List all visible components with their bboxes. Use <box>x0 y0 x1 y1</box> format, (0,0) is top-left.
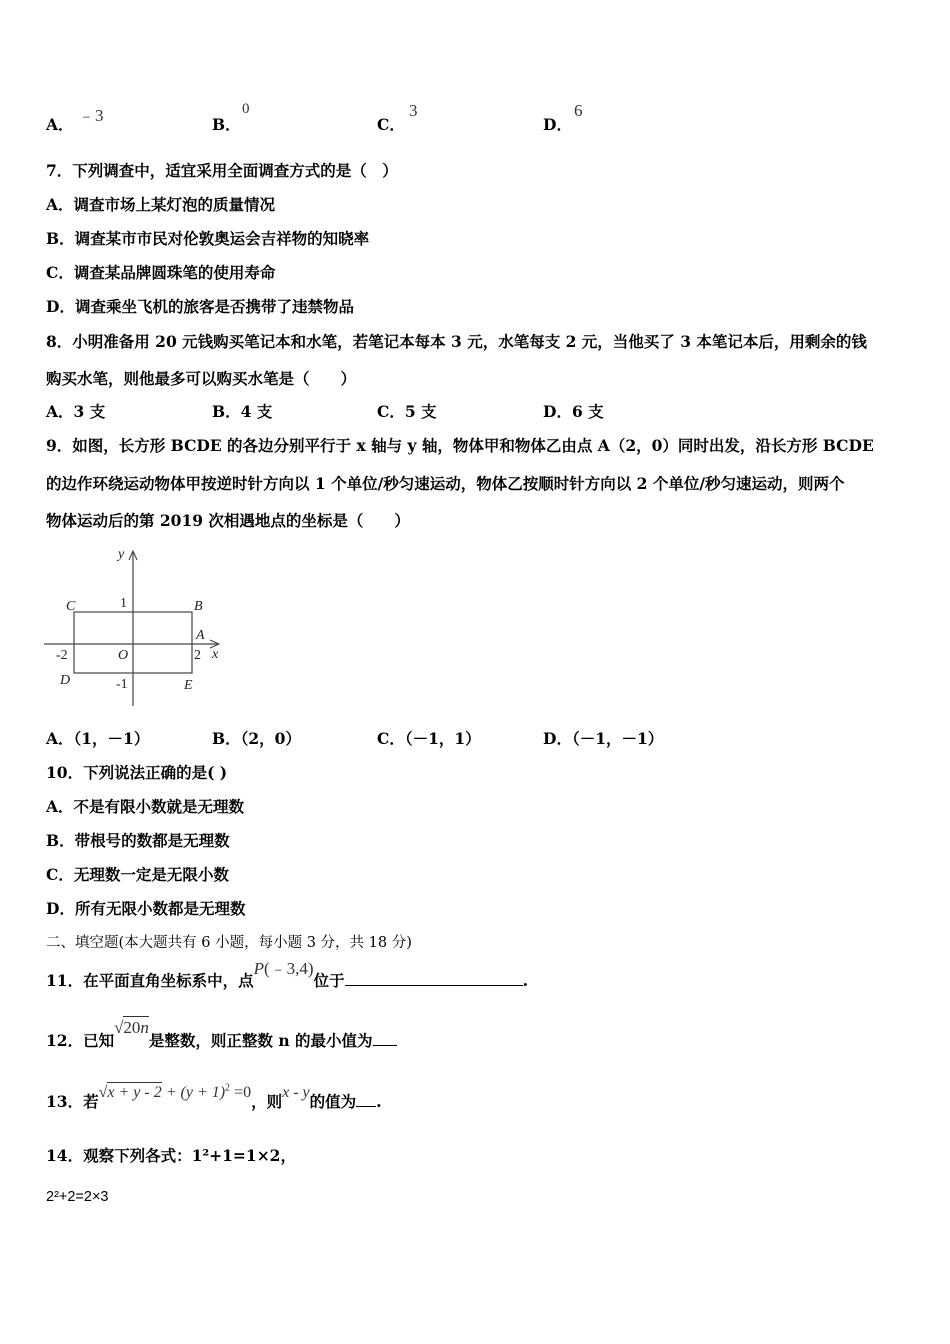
q13-math-eq: =0 <box>234 1084 252 1102</box>
q13-math-sup: 2 <box>225 1083 231 1094</box>
point-a-label: A <box>196 628 205 643</box>
y-axis-label: y <box>118 547 125 562</box>
q11-suffix: 位于 <box>313 971 345 990</box>
q10-option-d: D．所有无限小数都是无理数 <box>46 899 246 918</box>
q6-option-c-letter: C． <box>377 115 405 134</box>
q9-option-a: A．（1，－1） <box>46 729 150 748</box>
point-c-label: C <box>66 599 76 614</box>
q6-option-d-letter: D． <box>543 115 572 134</box>
q13-prefix: 13．若 <box>46 1092 99 1112</box>
tick-neg1-label: -1 <box>116 677 128 692</box>
q9-option-d: D．（－1，－1） <box>543 729 664 748</box>
q12-suffix: 是整数，则正整数 n 的最小值为 <box>148 1031 373 1050</box>
q13-middle: ，则 <box>251 1092 283 1112</box>
q8-option-c: C．5 支 <box>377 402 437 421</box>
q6-option-b-letter: B． <box>212 115 241 134</box>
point-e-label: E <box>184 678 193 693</box>
q12-math <box>114 1018 149 1037</box>
q8-option-b: B．4 支 <box>212 402 273 421</box>
q6-option-c <box>377 115 405 135</box>
q11-line <box>46 959 528 999</box>
q14-line2: 2²+2=2×3 <box>46 1189 109 1205</box>
q12-line <box>46 1018 397 1058</box>
q14-line1: 14．观察下列各式：1²+1=1×2， <box>46 1146 296 1165</box>
q13-suffix: 的值为 <box>309 1092 357 1112</box>
q6-option-b-value: 0 <box>242 101 250 117</box>
q10-option-c: C．无理数一定是无限小数 <box>46 865 229 884</box>
point-b-label: B <box>194 599 203 614</box>
q6-option-c-value: 3 <box>409 101 418 120</box>
q9-option-b: B．（2，0） <box>212 729 301 748</box>
q6-option-d-value: 6 <box>574 101 583 120</box>
tick-neg2-label: -2 <box>56 648 68 663</box>
q13-answer-blank[interactable] <box>356 1092 376 1107</box>
q6-option-a-letter: A． <box>46 115 74 134</box>
q12-radicand <box>123 1016 149 1037</box>
q7-option-d: D．调查乘坐飞机的旅客是否携带了违禁物品 <box>46 297 354 316</box>
q7-option-a: A．调查市场上某灯泡的质量情况 <box>46 195 276 214</box>
q12-answer-blank[interactable] <box>373 1031 397 1046</box>
q12-sqrt-icon: √ <box>114 1018 124 1037</box>
q12-radicand-n: n <box>140 1018 149 1037</box>
point-d-label: D <box>60 673 71 688</box>
q13-radicand: x + y - 2 <box>107 1084 162 1102</box>
q8-stem-line1: 8．小明准备用 20 元钱购买笔记本和水笔，若笔记本每本 3 元，水笔每支 2 元，当他买了 3 本笔记本后，用剩余的钱 <box>46 332 867 351</box>
q12-prefix: 12．已知 <box>46 1031 115 1050</box>
q11-math-coords: (﹣3,4) <box>263 959 314 978</box>
q6-option-b <box>212 115 241 135</box>
q10-option-a: A．不是有限小数就是无理数 <box>46 797 245 816</box>
section2-heading: 二、填空题(本大题共有 6 小题，每小题 3 分，共 18 分) <box>46 935 412 951</box>
origin-label: O <box>118 648 129 663</box>
q9-stem-line1: 9．如图，长方形 BCDE 的各边分别平行于 x 轴与 y 轴，物体甲和物体乙由点 A（2，0）同时出发，沿长方形 BCDE <box>46 436 874 455</box>
q9-stem-line2: 的边作环绕运动物体甲按逆时针方向以 1 个单位/秒匀速运动，物体乙按顺时针方向以 2 个单位/秒匀速运动，则两个 <box>46 474 845 493</box>
q13-sqrt-icon: √ <box>98 1084 108 1102</box>
q7-option-c: C．调查某品牌圆珠笔的使用寿命 <box>46 263 276 282</box>
x-axis-label: x <box>212 647 219 662</box>
q6-option-d <box>543 115 572 135</box>
q13-math-xy: x - y <box>282 1084 310 1102</box>
q9-coordinate-figure <box>40 540 240 710</box>
q8-option-a: A．3 支 <box>46 402 106 421</box>
tick-1-label: 1 <box>120 596 127 611</box>
q13-math <box>99 1084 252 1101</box>
q13-math-rest: + (y + 1) <box>165 1084 226 1102</box>
q6-option-a <box>46 115 74 135</box>
q9-stem-line3: 物体运动后的第 2019 次相遇地点的坐标是（ ） <box>46 511 410 530</box>
q7-stem: 7．下列调查中，适宜采用全面调查方式的是（ ） <box>46 161 398 180</box>
q11-answer-blank[interactable] <box>345 971 523 986</box>
q10-option-b: B．带根号的数都是无理数 <box>46 831 230 850</box>
q11-math-p: P <box>253 959 264 978</box>
q8-stem-line2: 购买水笔，则他最多可以购买水笔是（ ） <box>46 369 357 388</box>
q12-radicand-number: 20 <box>123 1018 141 1037</box>
q10-stem: 10．下列说法正确的是( ) <box>46 763 228 782</box>
q11-prefix: 11．在平面直角坐标系中，点 <box>46 971 254 990</box>
q13-line <box>46 1077 382 1117</box>
q8-option-d: D．6 支 <box>543 402 604 421</box>
q9-option-c: C．（－1，1） <box>377 729 481 748</box>
q11-math <box>254 959 314 978</box>
tick-2-label: 2 <box>194 648 201 663</box>
q11-end: . <box>522 971 528 990</box>
q13-end: . <box>376 1092 382 1112</box>
q6-option-a-value: ﹣3 <box>78 106 104 125</box>
q7-option-b: B．调查某市市民对伦敦奥运会吉祥物的知晓率 <box>46 229 370 248</box>
